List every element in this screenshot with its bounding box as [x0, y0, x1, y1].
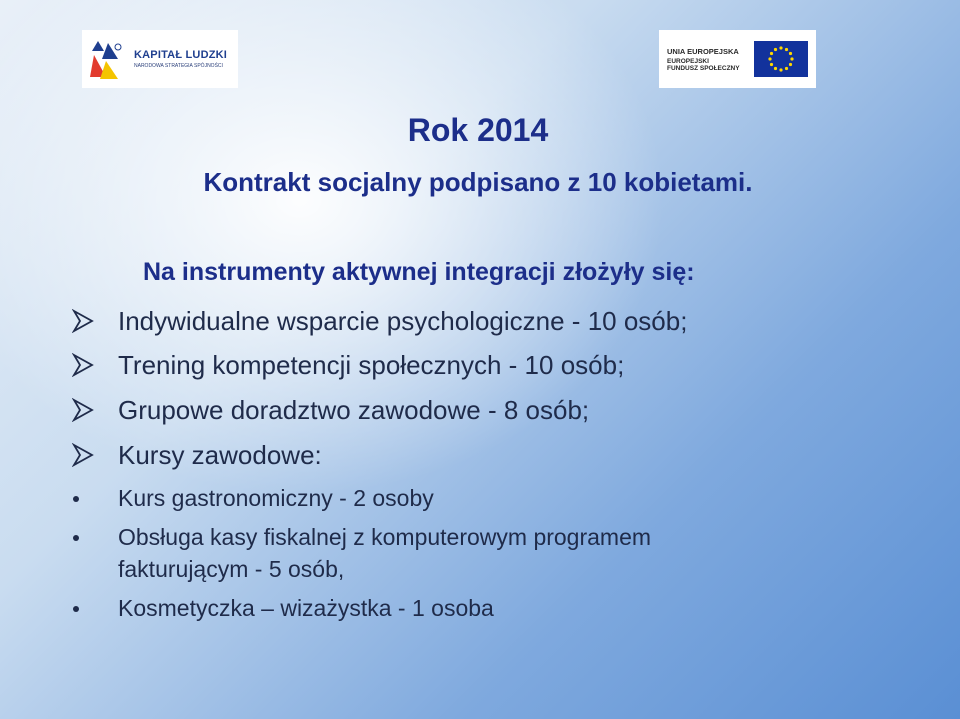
arrow-item-text: Kursy zawodowe:	[118, 440, 322, 470]
arrow-item-text: Grupowe doradztwo zawodowe - 8 osób;	[118, 395, 590, 425]
bullet-dot-icon	[73, 535, 79, 541]
arrow-bullet-icon	[72, 443, 94, 467]
eu-line-2: EUROPEJSKI	[667, 57, 709, 65]
bullet-item-text: Kurs gastronomiczny - 2 osoby	[118, 485, 434, 511]
bullet-dot-icon	[73, 606, 79, 612]
arrow-list-item	[118, 306, 687, 337]
slide-subtitle: Kontrakt socjalny podpisano z 10 kobietami.	[203, 167, 753, 197]
arrow-item-text: Trening kompetencji społecznych - 10 osób;	[118, 350, 625, 380]
arrow-bullet-icon	[72, 398, 94, 422]
eu-logo	[659, 30, 816, 88]
slide-title: Rok 2014	[407, 112, 549, 148]
bullet-list-item	[118, 595, 494, 622]
bullet-item-text: Kosmetyczka – wizażystka - 1 osoba	[118, 595, 494, 621]
eu-flag-icon	[754, 41, 808, 77]
lead-text: Na instrumenty aktywnej integracji złożyły się:	[143, 258, 695, 286]
bullet-dot-icon	[73, 496, 79, 502]
bullet-list-item	[118, 485, 434, 512]
arrow-item-text: Indywidualne wsparcie psychologiczne - 10 osób;	[118, 306, 688, 336]
kapital-ludzki-logo	[82, 30, 238, 88]
eu-line-3: FUNDUSZ SPOŁECZNY	[667, 64, 740, 72]
bullet-item-text: Obsługa kasy fiskalnej z komputerowym programem	[118, 524, 652, 550]
bullet-list-item-continuation	[118, 556, 344, 583]
eu-line-1: UNIA EUROPEJSKA	[667, 46, 739, 56]
bullet-item-text: fakturującym - 5 osób,	[118, 556, 345, 582]
kapital-ludzki-title: KAPITAŁ LUDZKI	[134, 49, 228, 61]
arrow-list-item	[118, 350, 624, 381]
bullet-list-item	[118, 524, 651, 551]
arrow-list-item	[118, 395, 589, 426]
arrow-list-item	[118, 440, 322, 471]
kapital-ludzki-emblem-icon	[88, 37, 128, 81]
arrow-bullet-icon	[72, 353, 94, 377]
arrow-bullet-icon	[72, 309, 94, 333]
kapital-ludzki-subtitle: NARODOWA STRATEGIA SPÓJNOŚCI	[134, 63, 223, 69]
